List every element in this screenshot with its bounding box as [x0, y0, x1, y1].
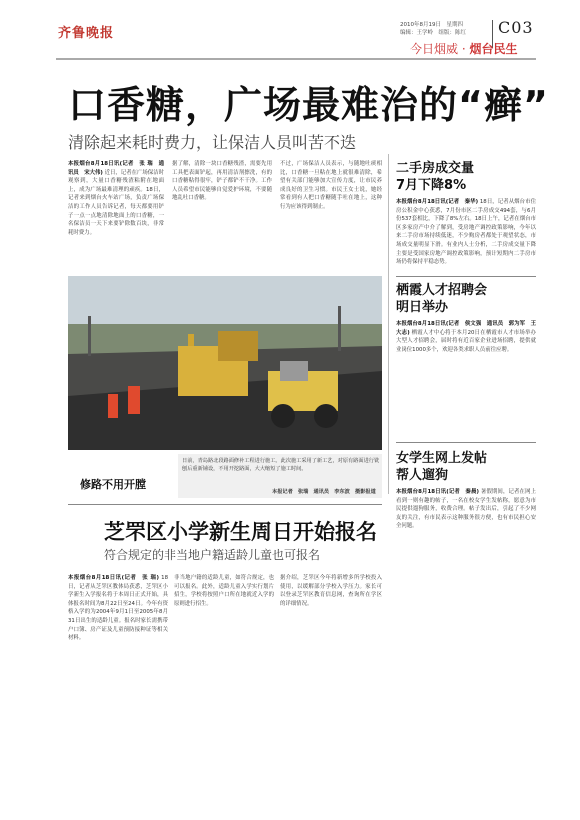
story2-headline: 芝罘区小学新生周日开始报名 [104, 520, 377, 544]
right-story3-title-line1: 女学生网上发帖 [396, 451, 488, 466]
main-column-3: 不过，广场保洁人员表示，与随地吐痰相比，口香糖一旦粘在地上就很难清除，希望有关部门能够加大宣传力度，让市民养成良好的卫生习惯。市民王女士说，她经常看到有人把口香糖随手吐在地上，这种行为应该得到制止。 [280, 161, 382, 210]
right-story1-title-line1: 二手房成交量 [396, 161, 475, 176]
main-column-2: 据了解，清除一块口香糖残渣，需要先用工具把表面铲起，再用清洁剂擦洗，有的口香糖粘得很牢，铲子都铲不干净。工作人员希望市民能够自觉爱护环境，不要随地乱吐口香糖。 [172, 161, 272, 202]
main-lead: 本报烟台8月18日讯(记者 张 瑞 通讯员 宋大伟) [68, 161, 164, 176]
right-story1-title-line2: 7月下降8% [396, 178, 467, 193]
story2-column-1 [68, 574, 168, 684]
photo-credit: 本报记者 张瑞 通讯员 李东波 摄影报道 [272, 489, 376, 495]
story2-column-1-text: 18日，记者从芝罘区教体局获悉，芝罘区小学新生入学报名将于本周日正式开始，具体报名时间为8月22日至24日。今年有资格入学的为2004年9月1日至2005年8月31日出生的适龄儿童。报名时家长需携带户口簿、房产证及儿童预防接种证等相关材料。 [68, 575, 168, 642]
right-story2-text: 栖霞人才中心将于本月20日在栖霞市人才市场举办大型人才招聘会，届时将有近百家企业进场招聘，提供就业岗位1000多个，欢迎各类求职人员前往应聘。 [396, 329, 536, 353]
main-column-1-text: 近日，记者在广场保洁时观察到，大量口香糖残渣粘附在地面上，成为广场最难清理的顽疾。18日，记者来到烟台火车站广场，负责广场保洁的工作人员告诉记者，每天都要用铲子一点一点地清除地面上的口香糖，一名保洁员一天下来要铲除数百块，非常耗时费力。 [68, 169, 164, 236]
masthead-rule [56, 58, 536, 60]
right-story2-title-line2: 明日举办 [396, 300, 449, 315]
main-column-1 [68, 160, 164, 272]
right-story3-lead: 本报烟台8月18日讯(记者 秦晨) [396, 489, 479, 495]
right-story2-title [396, 282, 487, 316]
section-rule [68, 504, 382, 505]
right-story1-title [396, 160, 474, 194]
right-story3-text: 暑假期间，记者在网上看到一则有趣的帖子，一名在校女学生发帖称，愿意为市民提供遛狗服务，收费合理。帖子发出后，引起了不少网友的关注，有市民表示这种服务很方便，也有市民担心安全问题。 [396, 489, 536, 530]
photo-caption-title: 修路不用开膛 [80, 478, 146, 491]
issue-date: 2010年8月19日 星期四 [400, 22, 463, 28]
story2-column-3: 据介绍，芝罘区今年将新增多所学校投入使用，以缓解部分学校入学压力。家长可以登录芝罘区教育信息网，查询所在学区的详细情况。 [280, 575, 382, 607]
right-story2-lead: 本报烟台8月18日讯(记者 侯文强 通讯员 郭为军 王大志) [396, 321, 536, 336]
story2-lead: 本报烟台8月18日讯(记者 张 瑞) [68, 575, 159, 581]
road-repair-illustration [68, 276, 382, 450]
main-headline: 口香糖，广场最难治的“癣” [68, 83, 549, 127]
newspaper-page [50, 14, 549, 814]
main-subhead: 清除起来耗时费力，让保洁人员叫苦不迭 [68, 133, 357, 152]
right-story3-body [396, 488, 536, 688]
newspaper-logo: 齐鲁晚报 [58, 26, 115, 41]
page-number: C03 [498, 18, 534, 37]
photo-caption: 日前，青岛路北段路面修补工程进行施工。此次施工采用了新工艺，对原有路面进行铣刨后重新铺设，不用开挖路面，大大缩短了施工时间。 [182, 458, 380, 472]
right-story2-title-line1: 栖霞人才招聘会 [396, 283, 488, 298]
right-story1-text: 18日，记者从烟台市住房公积金中心获悉，7月份市区二手房成交494套，与6月份537套相比，下降了8%左右。18日上午，记者在烟台市区多家房产中介了解到，受房地产调控政策影响，今年以来二手房市场持续低迷，不少购房者都处于观望状态，市场成交量明显下滑。有业内人士分析，二手房成交量下降主要是受国家房地产调控政策影响，预计短期内二手房市场仍将保持平稳态势。 [396, 199, 536, 266]
story2-subhead: 符合规定的非当地户籍适龄儿童也可报名 [104, 548, 321, 562]
right-rule-2 [396, 442, 536, 443]
right-story3-title [396, 450, 487, 484]
right-story2-body [396, 320, 536, 438]
section-prefix: 今日烟威 · [410, 42, 470, 56]
right-story3-title-line2: 帮人遛狗 [396, 468, 449, 483]
editors-line: 编辑：王学岭 组版：陈红 [400, 30, 467, 36]
right-rule-1 [396, 276, 536, 277]
road-repair-photo [68, 276, 382, 450]
column-divider [388, 154, 389, 494]
story2-column-2: 非当地户籍的适龄儿童，如符合规定，也可以报名。此外，适龄儿童入学实行划片招生，学校将按照户口所在地就近入学的原则进行招生。 [174, 575, 274, 607]
section-name: 烟台民生 [469, 42, 518, 56]
right-story1-lead: 本报烟台8月18日讯(记者 秦华) [396, 199, 479, 205]
section-label [410, 40, 517, 57]
